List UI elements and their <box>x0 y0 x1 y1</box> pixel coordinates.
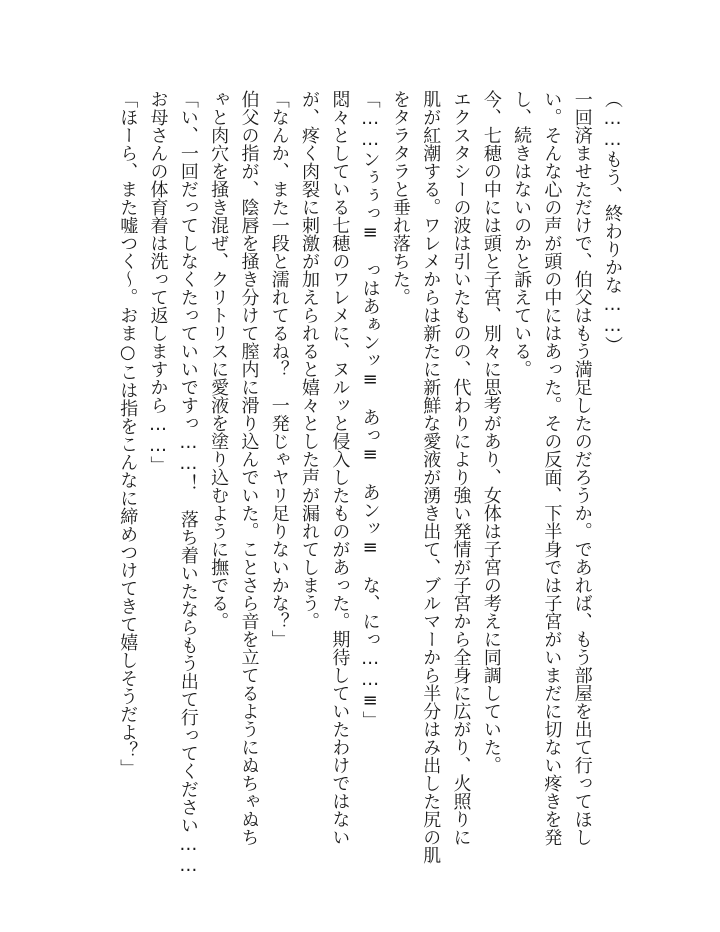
text-column: 「い、一回だってしなくたっていいですっ……！ 落ち着いたならもう出て行ってください…… <box>177 90 199 876</box>
text-column: し、続きはないのかと訴えている。 <box>511 90 533 378</box>
text-column: 今、七穂の中には頭と子宮、別々に思考があり、女体は子宮の考えに同調していた。 <box>480 90 502 774</box>
text-column: をタラタラと垂れ落ちた。 <box>389 90 411 306</box>
text-column: 伯父の指が、陰唇を掻き分けて膣内に滑り込んでいた。ことさら音を立てるようにぬちゃぬち <box>238 90 260 846</box>
text-column: お母さんの体育着は洗って返しますから……」 <box>147 90 169 474</box>
text-column: い。そんな心の声が頭の中にはあった。その反面、下半身では子宮がいまだに切ない疼きを発 <box>541 90 563 846</box>
text-column: 悶々としている七穂のワレメに、ヌルッと侵入したものがあった。期待していたわけではない <box>329 90 351 846</box>
text-column: 一回済ませただけで、伯父はもう満足したのだろうか。であれば、もう部屋を出て行ってほし <box>571 90 593 846</box>
text-column: が、疼く肉裂に刺激が加えられると嬉々とした声が漏れてしまう。 <box>299 90 321 630</box>
text-column: ゃと肉穴を掻き混ぜ、クリトリスに愛液を塗り込むように撫でる。 <box>208 90 230 630</box>
text-column: 「なんか、また一段と濡れてるね？ 一発じゃヤリ足りないかな？」 <box>268 90 290 648</box>
text-column: 「……ンぅぅっ≡ っはあぁンッ≡ あっ≡ あンッ≡ な、にっ……≡」 <box>359 90 381 729</box>
text-column: （……もう、終わりかな……） <box>602 90 623 354</box>
text-column: 「ほーら、また嘘つく～。おま○こは指をこんなに締めつけてきて嬉しそうだよ？」 <box>117 90 139 777</box>
vertical-text-body <box>112 90 627 876</box>
text-column: エクスタシーの波は引いたものの、代わりにより強い発情が子宮から全身に広がり、火照りに <box>450 90 472 846</box>
text-column: 肌が紅潮する。ワレメからは新たに新鮮な愛液が湧き出て、ブルマーから半分はみ出した尻の肌 <box>420 90 442 864</box>
